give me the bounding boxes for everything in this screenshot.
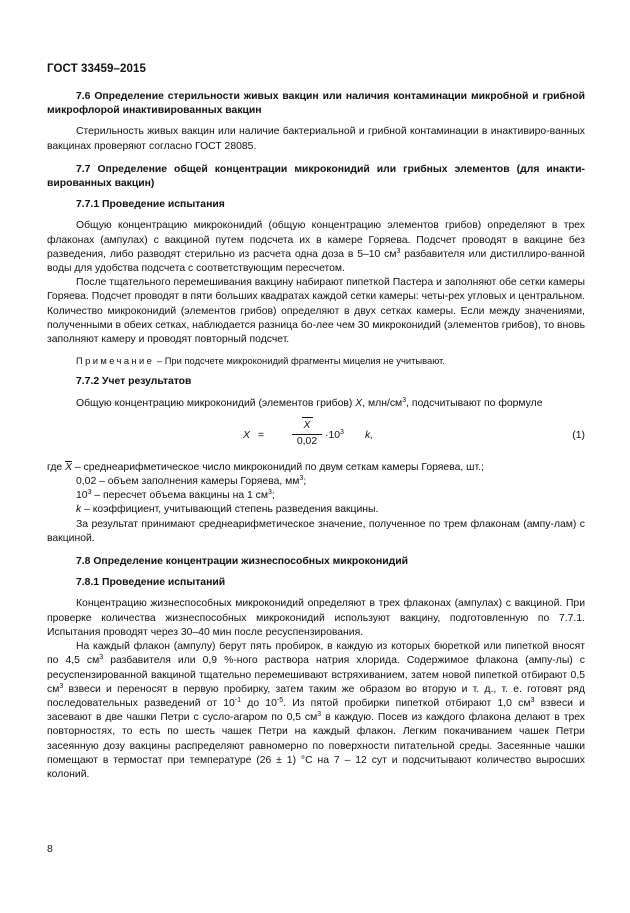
- formula-multiplier: $\cdot 10^3$: [325, 428, 344, 441]
- formula-number: (1): [572, 429, 585, 441]
- formula-lhs: X: [243, 429, 250, 441]
- formula-numerator: X: [303, 419, 311, 431]
- formula-denominator: 0,02: [296, 436, 318, 448]
- overline-mark: [302, 417, 313, 418]
- section-7-6-paragraph: Стерильность живых вакцин или наличие бактериальной и грибной контаминации в инактивиро-ванных вакцинах проверяют согласно ГОСТ 28085.: [47, 126, 585, 152]
- section-7-7-2-title: 7.7.2 Учет результатов: [76, 376, 192, 388]
- section-7-7-1-paragraph-1: Общую концентрацию микроконидий (общую концентрацию элементов грибов) определяют в трех флаконах (ампулах) с вакциной путем подсчета их в камере Горяева. Подсчет проводят в вакцине без разведения, либо разводят стерильно из расчета одна доза в 5–10 $см^3$ разбавителя или дистиллиро-ванной воды для удобства подсчета с соответствующим пересчетом.: [47, 220, 585, 275]
- note-label: Примечание: [76, 355, 155, 367]
- formula-fraction: [292, 415, 322, 449]
- section-7-7-1-title: 7.7.1 Проведение испытания: [76, 199, 225, 211]
- definition-volume: 0,02 – объем заполнения камеры Горяева, $мм^3$;: [76, 475, 307, 488]
- section-7-6-title: 7.6 Определение стерильности живых вакцин или наличия контаминации микробной и грибной микрофлорой инактивированных вакцин: [47, 91, 585, 117]
- section-7-8-1-title: 7.8.1 Проведение испытаний: [76, 577, 226, 589]
- formula-1: [47, 415, 585, 459]
- section-7-8-1-paragraph-1: Концентрацию жизнеспособных микроконидий определяют в трех флаконах (ампулах) с вакциной. При проверке количества жизнеспособных микроконидий используют вакцину, подготовленную по 7.7.1. Испытания проводят через 30–40 мин после ресуспензирования.: [47, 598, 585, 638]
- section-7-8-title: 7.8 Определение концентрации жизнеспособных микроконидий: [76, 556, 409, 568]
- definition-recalc: $10^3$ – пересчет объема вакцины на 1 $см^3$;: [76, 489, 275, 502]
- page-number: 8: [47, 843, 53, 855]
- doc-header: ГОСТ 33459–2015: [47, 63, 147, 75]
- section-7-7-1-paragraph-2: После тщательного перемешивания вакцину набирают пипеткой Пастера и заполняют обе сетки камеры Горяева. Подсчет проводят в пяти больших квадратах каждой сетки камеры: четы-рех угловых и центральном. Количество микроконидий (элементов грибов) определяют в двух сетках камеры. Если между значениями, полученными в обеих сетках, наблюдается разница бо-лее чем 30 микроконидий (элементов грибов), то вновь заполняют камеру и проводят повторный подсчет.: [47, 277, 585, 346]
- section-7-7-2-paragraph: Общую концентрацию микроконидий (элементов грибов) X, млн/$см^3$, подсчитывают по формуле: [76, 396, 543, 409]
- document-body: [47, 90, 585, 782]
- formula-equals: =: [258, 429, 265, 441]
- result-paragraph: За результат принимают среднеарифметическое значение, полученное по трем флаконам (ампу-лам) с вакциной.: [47, 518, 585, 544]
- formula-k: k,: [365, 429, 374, 441]
- section-7-8-1-paragraph-2: На каждый флакон (ампулу) берут пять пробирок, в каждую из которых бюреткой или пипеткой вносят по 4,5 $см^3$ разбавителя или 0,9 %-ного раствора натрия хлорида. Содержимое флакона (ампу-лы) с ресуспензированной вакциной тщательно перемешивают встряхиванием, затем новой пипеткой отбирают 0,5 $см^3$ взвеси и переносят в первую пробирку, затем таким же образом во вторую и т. д., т. е. готовят ряд последовательных разведений от $10^{-1}$ до $10^{-5}$. Из пятой пробирки пипеткой отбирают 1,0 $см^3$ взвеси и засевают в две чашки Петри с сусло-агаром по 0,5 $см^3$ в каждую. Посев из каждого флакона делают в трех повторностях, то есть по шесть чашек Петри на каждый флакон. Легким покачиванием чашек Петри засеянную дозу вакцины распределяют равномерно по поверхности питательной среды. Засеянные чашки помещают в термостат при температуре (26 ± 1) °С на 7 – 12 сут и подсчитывают количество выросших колоний.: [47, 641, 586, 780]
- definition-k: k – коэффициент, учитывающий степень разведения вакцины.: [76, 504, 379, 516]
- section-7-7-title: 7.7 Определение общей концентрации микроконидий или грибных элементов (для инакти-вированных вакцин): [47, 163, 585, 190]
- definition-x: где X – среднеарифметическое число микроконидий по двум сеткам камеры Горяева, шт.;: [47, 461, 484, 473]
- note: Примечание – При подсчете микроконидий фрагменты мицелия не учитывают.: [76, 355, 445, 367]
